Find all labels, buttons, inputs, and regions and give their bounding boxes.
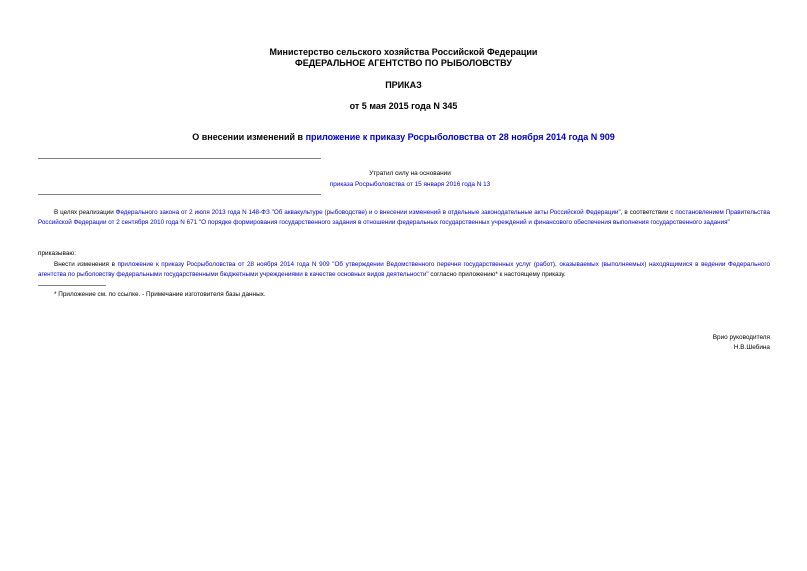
signature-position: Врио руководителя — [712, 334, 770, 341]
appendix-link[interactable]: приложение к приказу Росрыболовства от 28 ноября 2014 года N 909 "Об утверждении Ведомственного перечня государственных услуг (работ), оказываемых (выполняемых) находящимися в ведении Федерального агентства по рыболовству федеральными государственными бюджетными учреждениями в качестве основных видов деятельности" — [38, 261, 770, 278]
validity-link[interactable]: приказа Росрыболовства от 15 января 2016 года N 13 — [329, 181, 491, 188]
preamble-paragraph: В целях реализации Федерального закона от 2 июля 2013 года N 148-ФЗ "Об аквакультуре (рыбоводстве) и о внесении изменений в отдельные законодательные акты Российской Федерации", в соответствии с постановлением Правительства Российской Федерации от 2 сентября 2010 года N 671 "О порядке формирования государственного задания в отношении федеральных государственных учреждений и финансового обеспечения выполнения государственного задания" — [38, 209, 770, 226]
ministry-name: Министерство сельского хозяйства Российской Федерации — [269, 47, 538, 57]
doc-type: ПРИКАЗ — [385, 80, 422, 90]
order-paragraph: Внести изменения в приложение к приказу Росрыболовства от 28 ноября 2014 года N 909 "Об утверждении Ведомственного перечня государственных услуг (работ), оказываемых (выполняемых) находящимися в ведении Федерального агентства по рыболовству федеральными государственными бюджетными учреждениями в качестве основных видов деятельности" согласно приложению* к настоящему приказу. — [38, 261, 770, 278]
government-resolution-link[interactable]: постановлением Правительства Российской Федерации от 2 сентября 2010 года N 671 "О порядке формирования государственного задания в отношении федеральных государственных учреждений и финансового обеспечения выполнения государственного задания" — [38, 209, 770, 226]
top-rule — [38, 158, 321, 159]
footnote: * Приложение см. по ссылке. - Примечание изготовителя базы данных. — [54, 291, 266, 298]
title-link[interactable]: приложение к приказу Росрыболовства от 28 ноября 2014 года N 909 — [305, 132, 615, 142]
doc-title — [0, 132, 807, 143]
signature-name: Н.В.Шебина — [733, 344, 770, 351]
title-prefix: О внесении изменений в — [192, 132, 306, 142]
order-word: приказываю: — [38, 250, 76, 257]
validity-rule — [38, 194, 321, 195]
doc-date: от 5 мая 2015 года N 345 — [349, 101, 458, 111]
footnote-rule — [38, 285, 106, 286]
validity-note: Утратил силу на основании — [369, 170, 451, 177]
federal-law-link[interactable]: Федерального закона от 2 июля 2013 года N 148-ФЗ "Об аквакультуре (рыбоводстве) и о внесении изменений в отдельные законодательные акты Российской Федерации" — [115, 209, 621, 216]
agency-name: ФЕДЕРАЛЬНОЕ АГЕНТСТВО ПО РЫБОЛОВСТВУ — [295, 58, 512, 68]
